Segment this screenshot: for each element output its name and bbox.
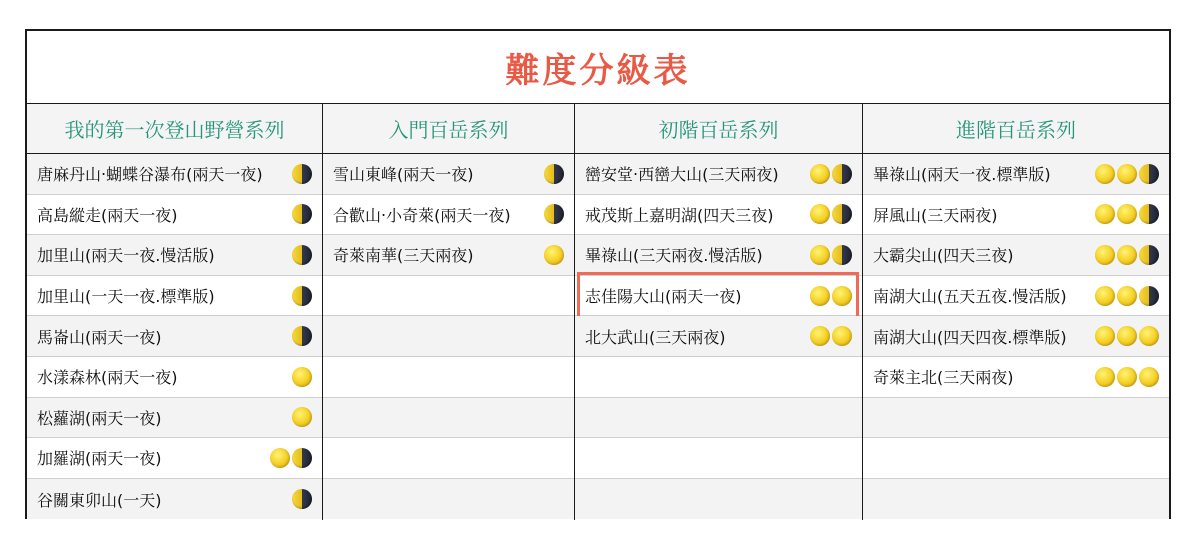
column-advanced-baiyue [863,104,1169,520]
trip-label: 加里山(兩天一夜.慢活版) [37,246,215,266]
half-moon-icon [1139,286,1159,306]
table-row [575,154,862,195]
difficulty-rating [1095,245,1159,265]
half-moon-icon [1139,164,1159,184]
difficulty-rating [292,164,312,184]
table-row [863,357,1169,398]
full-moon-icon [810,286,830,306]
difficulty-rating [810,245,852,265]
difficulty-rating [544,164,564,184]
table-row [323,438,574,479]
difficulty-rating [292,407,312,427]
full-moon-icon [1095,245,1115,265]
difficulty-rating [810,204,852,224]
trip-label: 馬崙山(兩天一夜) [37,327,162,347]
half-moon-icon [292,326,312,346]
half-moon-icon [292,245,312,265]
trip-label: 畢祿山(三天兩夜.慢活版) [585,246,763,266]
difficulty-rating [810,164,852,184]
difficulty-rating [292,286,312,306]
table-row [27,479,322,520]
table-row [323,195,574,236]
trip-label: 戒茂斯上嘉明湖(四天三夜) [585,205,774,225]
difficulty-rating [1095,326,1159,346]
full-moon-icon [1095,164,1115,184]
table-row [863,479,1169,520]
full-moon-icon [544,245,564,265]
full-moon-icon [292,367,312,387]
table-row [863,154,1169,195]
table-row [863,438,1169,479]
trip-label: 加里山(一天一夜.標準版) [37,287,215,307]
full-moon-icon [1095,326,1115,346]
table-row [27,398,322,439]
columns-container [27,104,1169,520]
half-moon-icon [544,164,564,184]
column-header: 我的第一次登山野營系列 [27,104,322,154]
page-title: 難度分級表 [505,50,691,91]
column-rows [863,154,1169,519]
table-row [27,195,322,236]
half-moon-icon [832,204,852,224]
table-row [863,398,1169,439]
trip-label: 加羅湖(兩天一夜) [37,449,162,469]
difficulty-rating [292,326,312,346]
difficulty-rating [810,286,852,306]
table-row [323,276,574,317]
half-moon-icon [1139,204,1159,224]
difficulty-rating [544,245,564,265]
full-moon-icon [1095,204,1115,224]
title-row [27,31,1169,104]
half-moon-icon [292,204,312,224]
table-row [575,479,862,520]
column-entry-baiyue [323,104,575,520]
trip-label: 志佳陽大山(兩天一夜) [585,287,742,307]
half-moon-icon [292,489,312,509]
full-moon-icon [1095,367,1115,387]
half-moon-icon [832,245,852,265]
table-row [323,398,574,439]
trip-label: 松蘿湖(兩天一夜) [37,408,162,428]
difficulty-rating [544,204,564,224]
table-row [323,154,574,195]
full-moon-icon [810,204,830,224]
table-row [27,438,322,479]
difficulty-rating [292,245,312,265]
trip-label: 畢祿山(兩天一夜.標準版) [873,165,1051,185]
table-row [27,235,322,276]
table-row [863,195,1169,236]
difficulty-rating [1095,286,1159,306]
difficulty-rating [292,489,312,509]
trip-label: 水漾森林(兩天一夜) [37,368,178,388]
column-first-camping [27,104,323,520]
full-moon-icon [1139,367,1159,387]
full-moon-icon [1095,286,1115,306]
trip-label: 雪山東峰(兩天一夜) [333,165,474,185]
column-rows [323,154,574,519]
difficulty-rating [270,448,312,468]
column-beginner-baiyue [575,104,863,520]
full-moon-icon [810,245,830,265]
column-header: 初階百岳系列 [575,104,862,154]
table-row [575,276,862,317]
trip-label: 唐麻丹山‧蝴蝶谷瀑布(兩天一夜) [37,165,263,185]
table-row [323,479,574,520]
full-moon-icon [832,326,852,346]
trip-label: 屏風山(三天兩夜) [873,205,998,225]
column-header: 進階百岳系列 [863,104,1169,154]
full-moon-icon [810,164,830,184]
full-moon-icon [810,326,830,346]
column-rows [27,154,322,519]
table-row [27,357,322,398]
table-row [27,316,322,357]
half-moon-icon [292,286,312,306]
trip-label: 合歡山‧小奇萊(兩天一夜) [333,205,511,225]
difficulty-rating [1095,204,1159,224]
trip-label: 北大武山(三天兩夜) [585,327,726,347]
table-row [863,276,1169,317]
table-row [323,235,574,276]
table-row [575,357,862,398]
trip-label: 奇萊主北(三天兩夜) [873,368,1014,388]
column-header: 入門百岳系列 [323,104,574,154]
table-row [863,316,1169,357]
trip-label: 奇萊南華(三天兩夜) [333,246,474,266]
table-row [575,235,862,276]
difficulty-rating [1095,164,1159,184]
trip-label: 南湖大山(五天五夜.慢活版) [873,287,1067,307]
full-moon-icon [1117,286,1137,306]
table-row [575,438,862,479]
trip-label: 南湖大山(四天四夜.標準版) [873,327,1067,347]
table-row [575,195,862,236]
difficulty-table [25,29,1171,519]
trip-label: 高島縱走(兩天一夜) [37,205,178,225]
full-moon-icon [292,407,312,427]
table-row [323,316,574,357]
full-moon-icon [1117,326,1137,346]
half-moon-icon [544,204,564,224]
full-moon-icon [1117,204,1137,224]
trip-label: 巒安堂‧西巒大山(三天兩夜) [585,165,779,185]
table-row [27,154,322,195]
table-row [27,276,322,317]
trip-label: 谷關東卯山(一天) [37,490,162,510]
table-row [575,398,862,439]
full-moon-icon [832,286,852,306]
half-moon-icon [832,164,852,184]
half-moon-icon [1139,245,1159,265]
table-row [575,316,862,357]
difficulty-rating [292,367,312,387]
table-row [863,235,1169,276]
full-moon-icon [1117,245,1137,265]
difficulty-rating [810,326,852,346]
full-moon-icon [1139,326,1159,346]
half-moon-icon [292,448,312,468]
full-moon-icon [1117,164,1137,184]
full-moon-icon [270,448,290,468]
full-moon-icon [1117,367,1137,387]
trip-label: 大霸尖山(四天三夜) [873,246,1014,266]
difficulty-rating [292,204,312,224]
column-rows [575,154,862,519]
half-moon-icon [292,164,312,184]
table-row [323,357,574,398]
difficulty-rating [1095,367,1159,387]
